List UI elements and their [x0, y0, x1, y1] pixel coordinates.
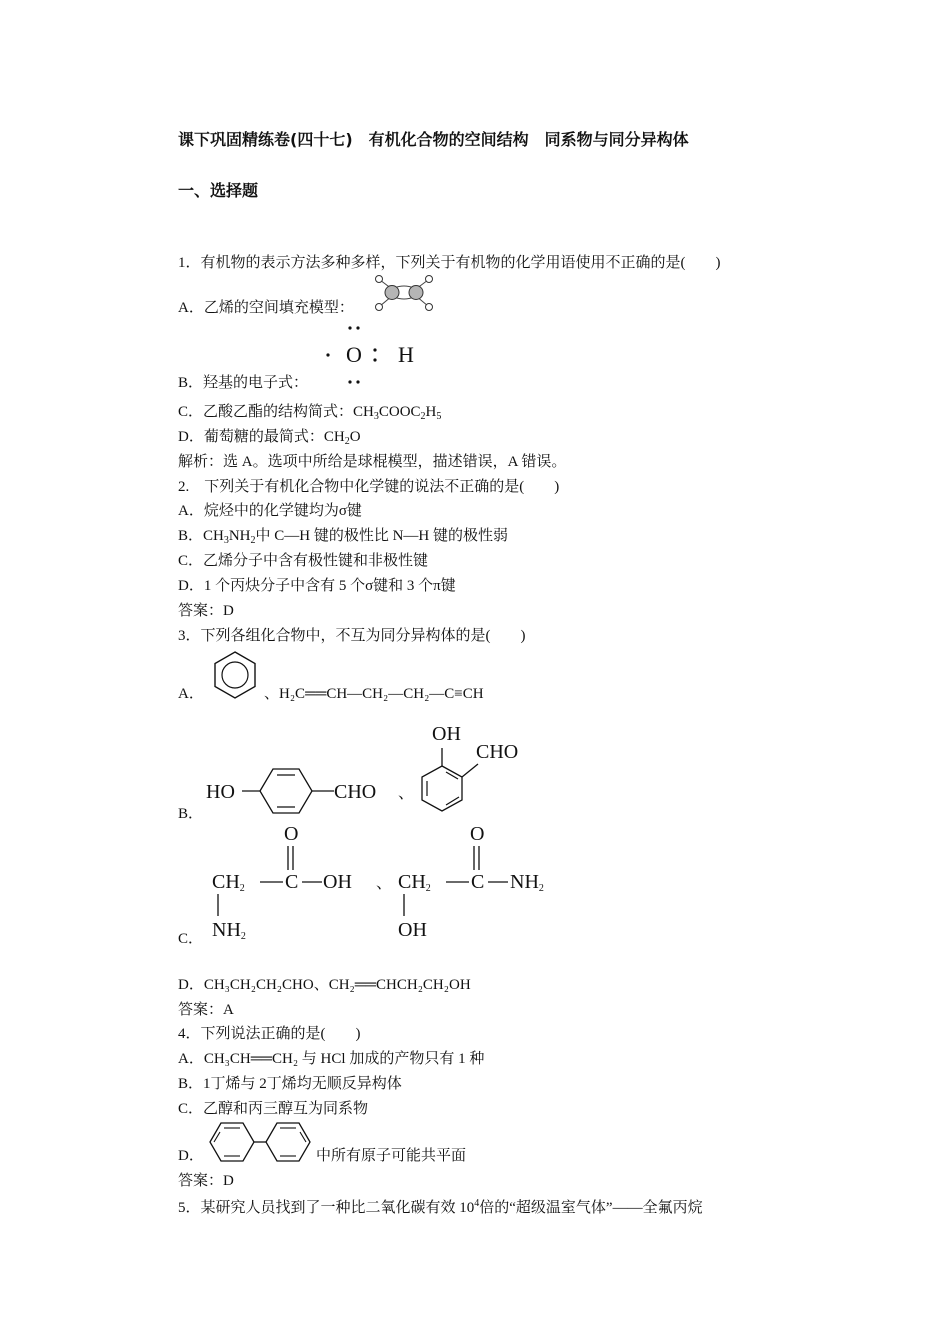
- q3-c-nh2b: $NH_2$: [510, 871, 544, 894]
- q3-b-ho: HO: [206, 781, 235, 803]
- q3-c-ch2-2: $CH_2$: [398, 871, 431, 894]
- q1-analysis: 解析：选 A。选项中所给是球棍模型，描述错误，A 错误。: [178, 454, 567, 470]
- q3-stem: 3．下列各组化合物中，不互为同分异构体的是( ): [178, 628, 526, 644]
- q2-stem: 2. 下列关于有机化合物中化学键的说法不正确的是( ): [178, 479, 560, 495]
- q2-option-a: A．烷烃中的化学键均为σ键: [178, 503, 362, 519]
- q3-c-c2: C: [471, 871, 485, 893]
- q5-stem: 5．某研究人员找到了一种比二氧化碳有效 $10^4$倍的“超级温室气体”——全氟丙烷: [178, 1198, 703, 1216]
- q2-option-d: D．1 个丙炔分子中含有 5 个σ键和 3 个π键: [178, 578, 456, 594]
- hydroxyl-h: H: [398, 342, 414, 367]
- q3-b-cho2: CHO: [476, 741, 519, 763]
- q3-c-label: C．: [178, 931, 204, 947]
- q3-a-formula: 、H₂C══CH—CH₂—CH₂—C≡CH: [264, 686, 484, 702]
- q3-c-o1: O: [284, 823, 299, 845]
- glycolamide-bonds: [396, 840, 526, 920]
- ethylene-ball-model: [370, 274, 440, 312]
- q1-option-a: A．乙烯的空间填充模型：: [178, 300, 354, 316]
- q3-answer: 答案：A: [178, 1002, 234, 1018]
- q2-option-b: B．$CH_3NH_2$中 C—H 键的极性比 N—H 键的极性弱: [178, 528, 509, 546]
- q3-b-oh: OH: [432, 723, 461, 745]
- q3-b-separator: 、: [398, 785, 415, 802]
- o-hydroxybenzaldehyde-structure: [412, 744, 482, 820]
- section-heading: 一、选择题: [178, 181, 259, 200]
- q2-option-c: C．乙烯分子中含有极性键和非极性键: [178, 553, 429, 569]
- q4-d-label: D．: [178, 1148, 204, 1164]
- q1-option-c: C．乙酸乙酯的结构简式：$CH_3COOC_2H_5$: [178, 404, 442, 422]
- q3-c-oh1: OH: [323, 871, 352, 893]
- q3-b-cho1: CHO: [334, 781, 377, 803]
- p-hydroxybenzaldehyde-structure: [240, 766, 340, 816]
- q3-c-nh2: $NH_2$: [212, 919, 246, 942]
- q4-option-a: A．CH₃CH══CH₂ 与 HCl 加成的产物只有 1 种: [178, 1051, 485, 1067]
- q3-option-d: D．CH₃CH₂CH₂CHO、CH₂══CHCH₂CH₂OH: [178, 977, 471, 993]
- q1-stem: 1．有机物的表示方法多种多样，下列关于有机物的化学用语使用不正确的是( ): [178, 255, 721, 271]
- q3-c-oh2: OH: [398, 919, 427, 941]
- q4-answer: 答案：D: [178, 1173, 234, 1189]
- q3-c-separator: 、: [376, 875, 393, 892]
- q4-stem: 4．下列说法正确的是( ): [178, 1026, 361, 1042]
- q3-c-ch2-1: $CH_2$: [212, 871, 245, 894]
- q3-b-label: B．: [178, 806, 204, 822]
- benzene-ring: [210, 650, 260, 700]
- q3-c-o2: O: [470, 823, 485, 845]
- glycine-bonds: [210, 840, 340, 920]
- q1-option-b: B．羟基的电子式：: [178, 375, 309, 391]
- q4-option-b: B．1丁烯与 2丁烯均无顺反异构体: [178, 1076, 402, 1092]
- q3-a-label: A．: [178, 686, 204, 702]
- q2-answer: 答案：D: [178, 603, 234, 619]
- page-title: 课下巩固精练卷(四十七) 有机化合物的空间结构 同系物与同分异构体: [178, 130, 689, 149]
- biphenyl-structure: [206, 1120, 316, 1164]
- q4-option-c: C．乙醇和丙三醇互为同系物: [178, 1101, 369, 1117]
- q3-c-c1: C: [285, 871, 299, 893]
- hydroxyl-o: O: [346, 342, 362, 367]
- q1-option-d: D．葡萄糖的最简式：$CH_2O$: [178, 429, 361, 447]
- q4-d-suffix: 中所有原子可能共平面: [316, 1148, 467, 1164]
